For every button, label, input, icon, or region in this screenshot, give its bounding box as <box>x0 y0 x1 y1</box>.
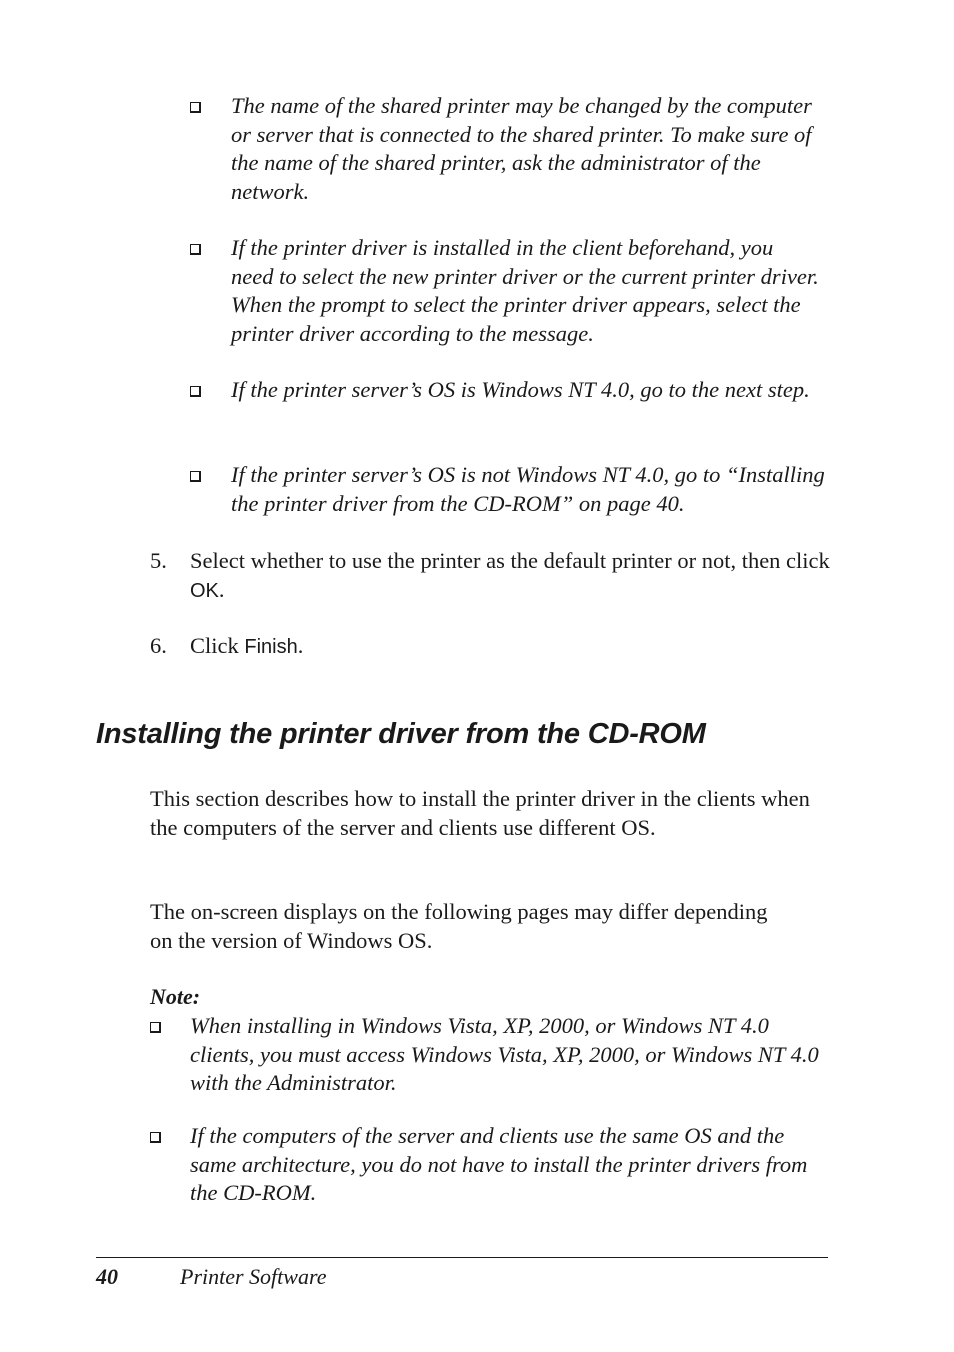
note-bullet-text: If the computers of the server and clients use the same OS and the same architecture, you do not have to install the printer drivers from the CD-ROM. <box>190 1123 808 1205</box>
section-paragraph: The on-screen displays on the following pages may differ depending on the version of Windows OS. <box>150 899 768 953</box>
note-bullet-text: If the printer driver is installed in the client beforehand, you need to select the new printer driver or the current printer driver. When the prompt to select the printer driver appears, select the printer driver according to the message. <box>231 235 819 346</box>
step-text-part: . <box>297 633 304 658</box>
checkbox-bullet-icon <box>190 102 201 113</box>
finish-ui-term: Finish <box>244 636 298 658</box>
section-paragraph: This section describes how to install the printer driver in the clients when the computers of the server and clients use different OS. <box>150 786 810 840</box>
note-bullet-item <box>190 234 840 354</box>
footer-rule <box>96 1257 828 1258</box>
footer-section-title: Printer Software <box>180 1264 327 1289</box>
step-number: 5. <box>150 548 167 573</box>
note-bullet-text: When installing in Windows Vista, XP, 2000, or Windows NT 4.0 clients, you must access Windows Vista, XP, 2000, or Windows NT 4.0 with the Administrator. <box>190 1013 819 1095</box>
note-label: Note: <box>150 984 201 1009</box>
checkbox-bullet-icon <box>190 386 201 397</box>
step-text <box>190 631 830 662</box>
note-bullet-text: If the printer server’s OS is not Windows NT 4.0, go to “Installing the printer driver from the CD-ROM” on page 40. <box>231 462 825 516</box>
step-text-part: Click <box>190 633 245 658</box>
note-bullet-text: If the printer server’s OS is Windows NT 4.0, go to the next step. <box>231 377 810 402</box>
step-text <box>190 546 830 606</box>
note-bullet-item <box>190 461 840 521</box>
note-bullet-item <box>150 1122 840 1212</box>
checkbox-bullet-icon <box>150 1132 161 1143</box>
note-bullet-item <box>150 1012 840 1102</box>
footer-page-number: 40 <box>96 1264 118 1289</box>
step-text-part: . <box>218 577 225 602</box>
step-item <box>150 631 840 661</box>
section-heading: Installing the printer driver from the CD-ROM <box>96 718 706 750</box>
note-bullet-text: The name of the shared printer may be changed by the computer or server that is connected to the shared printer. To make sure of the name of the shared printer, ask the administrator of the network. <box>231 93 812 204</box>
step-text-part: Select whether to use the printer as the default printer or not, then click <box>190 548 830 573</box>
step-number: 6. <box>150 633 167 658</box>
checkbox-bullet-icon <box>190 244 201 255</box>
note-bullet-item <box>190 92 840 212</box>
ok-ui-term: OK <box>190 580 219 602</box>
step-item <box>150 546 840 606</box>
note-bullet-item <box>190 376 840 436</box>
checkbox-bullet-icon <box>190 471 201 482</box>
checkbox-bullet-icon <box>150 1022 161 1033</box>
